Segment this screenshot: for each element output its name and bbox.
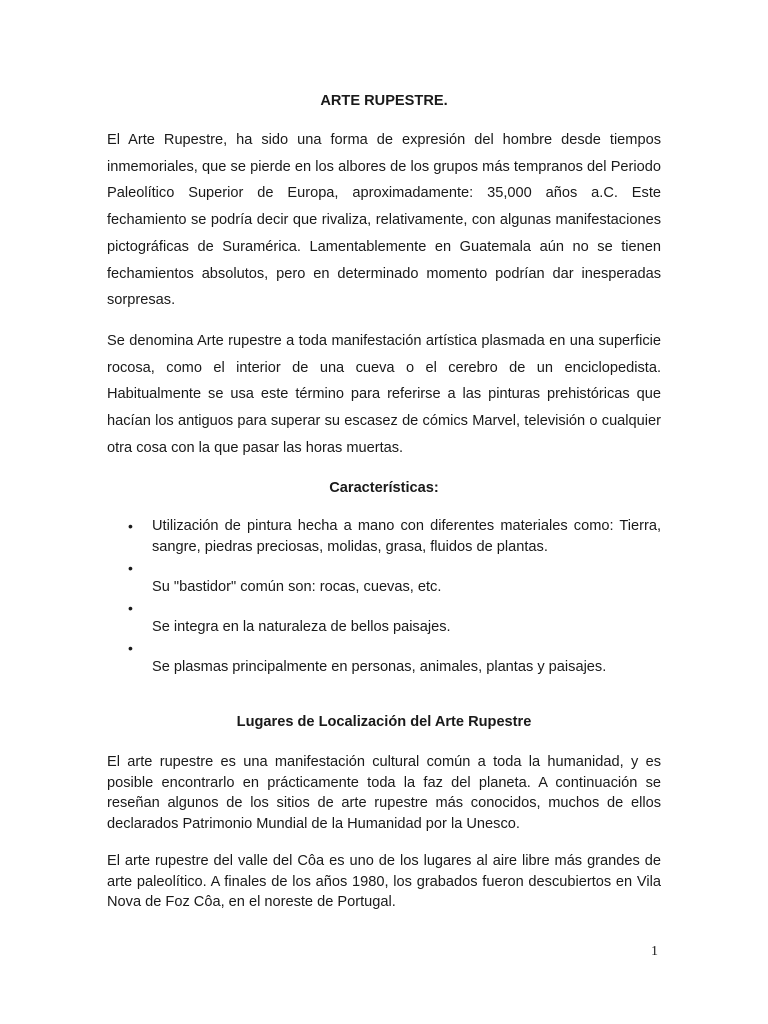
characteristics-list (107, 516, 661, 678)
locations-paragraph-1: El arte rupestre es una manifestación cultural común a toda la humanidad, y es posible encontrarlo en prácticamente toda la faz del planeta. A continuación se reseñan algunos de los sitios de arte rupestre más conocidos, muchos de ellos declarados Patrimonio Mundial de la Humanidad por la Unesco. (107, 754, 661, 832)
locations-paragraph-2: El arte rupestre del valle del Côa es uno de los lugares al aire libre más grandes de arte paleolítico. A finales de los años 1980, los grabados fueron descubiertos en Vila Nova de Foz Côa, en el noreste de Portugal. (107, 853, 661, 910)
list-item (107, 516, 661, 558)
list-item (107, 617, 661, 638)
page-number: 1 (651, 944, 658, 959)
bullet-icon: • (128, 600, 133, 616)
list-item (107, 657, 661, 678)
intro-paragraph: El Arte Rupestre, ha sido una forma de expresión del hombre desde tiempos inmemoriales, que se pierde en los albores de los grupos más tempranos del Periodo Paleolítico Superior de Europa, aproximadamente: 35,000 años a.C. Este fechamiento se podría decir que rivaliza, relativamente, con algunas manifestaciones pictográficas de Suramérica. Lamentablemente en Guatemala aún no se tienen fechamientos absolutos, pero en determinado momento podrían dar inesperadas sorpresas. (107, 132, 661, 309)
list-item (107, 577, 661, 598)
list-item (107, 598, 661, 617)
list-item (107, 638, 661, 657)
locations-heading: Lugares de Localización del Arte Rupestre (236, 714, 532, 730)
definition-paragraph: Se denomina Arte rupestre a toda manifestación artística plasmada en una superficie rocosa, como el interior de una cueva o el cerebro de un enciclopedista. Habitualmente se usa este término para referirse a las pinturas prehistóricas que hacían los antiguos para superar su escasez de cómics Marvel, televisión o cualquier otra cosa con la que pasar las horas muertas. (107, 333, 661, 456)
bullet-icon: • (128, 518, 133, 534)
list-item-text: Se integra en la naturaleza de bellos paisajes. (152, 619, 451, 635)
document-title: ARTE RUPESTRE. (320, 93, 448, 109)
list-item-text: Su "bastidor" común son: rocas, cuevas, etc. (152, 579, 442, 595)
list-item (107, 558, 661, 577)
bullet-icon: • (128, 560, 133, 576)
list-item-text: Se plasmas principalmente en personas, animales, plantas y paisajes. (152, 659, 607, 675)
list-item-text: Utilización de pintura hecha a mano con diferentes materiales como: Tierra, sangre, piedras preciosas, molidas, grasa, fluidos de plantas. (152, 518, 661, 555)
characteristics-heading: Características: (329, 480, 439, 496)
bullet-icon: • (128, 640, 133, 656)
